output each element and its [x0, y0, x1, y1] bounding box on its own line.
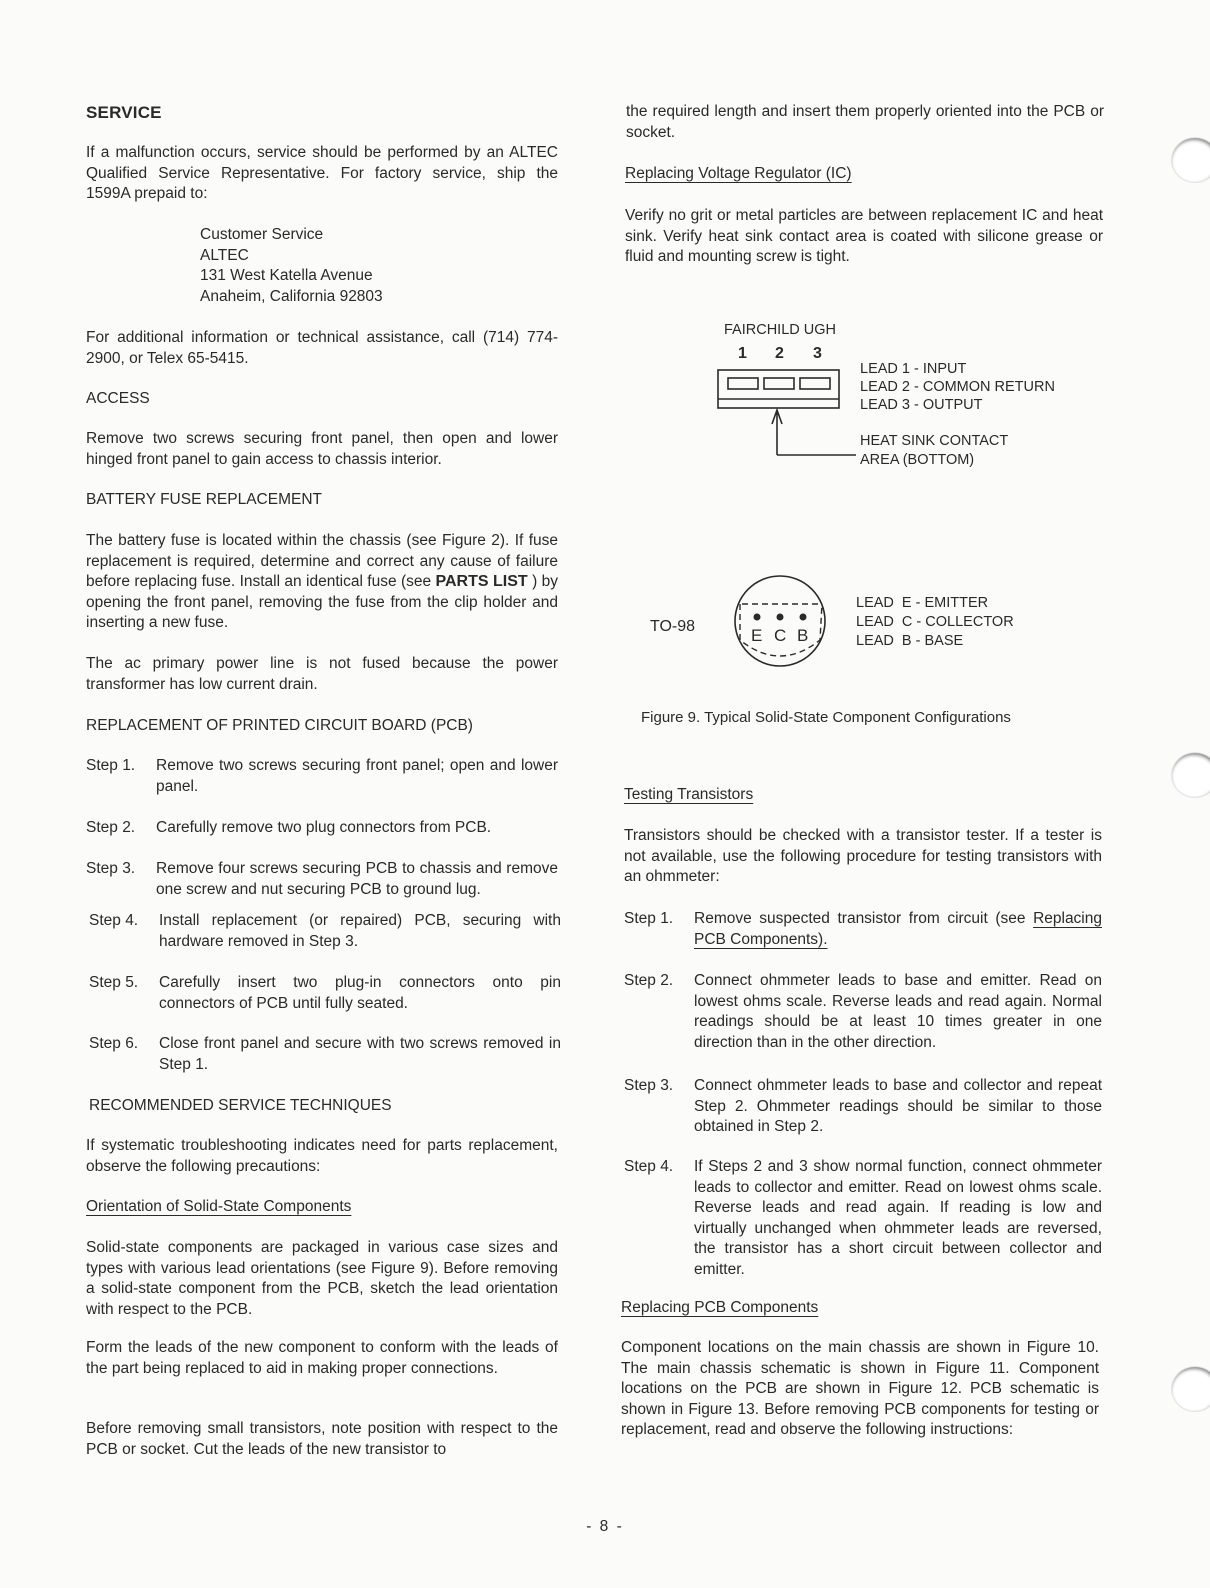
to98-pin-b: B [797, 626, 809, 645]
service-heading: SERVICE [86, 103, 162, 122]
orientation-heading [86, 1197, 558, 1218]
to98-pin-dot [800, 614, 807, 621]
step-label: Step 2. [86, 819, 136, 836]
address-line: Anaheim, California 92803 [200, 287, 383, 305]
continued-paragraph: the required length and insert them properly oriented into the PCB or socket. [626, 103, 1104, 141]
replacing-pcb-components-heading-text: Replacing PCB Components [621, 1299, 819, 1316]
heat-sink-arrow [772, 410, 782, 455]
address-line: 131 West Katella Avenue [200, 267, 373, 284]
step-1-text: Remove suspected transistor from circuit (see [694, 910, 1026, 927]
replacing-pcb-components-reference: Replacing PCB Components). [694, 910, 1102, 948]
heat-sink-label: HEAT SINK CONTACT [860, 433, 1009, 449]
step-text: Carefully remove two plug connectors from PCB. [156, 819, 492, 836]
heat-sink-label: AREA (BOTTOM) [860, 452, 975, 468]
ic-pin-1 [728, 378, 758, 389]
to98-lead-e: LEAD E - EMITTER [856, 595, 989, 611]
voltage-regulator-heading-text: Replacing Voltage Regulator (IC) [625, 165, 852, 182]
step-text: Remove four screws securing PCB to chassis and remove one screw and nut securing PCB to ground lug. [156, 860, 558, 898]
access-heading: ACCESS [86, 390, 150, 407]
ic-lead-3: LEAD 3 - OUTPUT [860, 397, 983, 413]
to98-lead-b: LEAD B - BASE [856, 633, 964, 649]
to98-package-outline [735, 576, 825, 666]
service-techniques-heading: RECOMMENDED SERVICE TECHNIQUES [89, 1097, 392, 1114]
to98-pin-e: E [751, 626, 763, 645]
figure-9-caption: Figure 9. Typical Solid-State Component Configurations [641, 709, 1011, 726]
pcb-replacement-heading: REPLACEMENT OF PRINTED CIRCUIT BOARD (PCB) [86, 717, 473, 734]
testing-transistors-heading-text: Testing Transistors [624, 786, 754, 803]
ic-pin-3 [800, 378, 830, 389]
page-number: - 8 - [586, 1518, 624, 1535]
ic-pin-number: 2 [775, 345, 784, 362]
binder-hole [1172, 138, 1210, 182]
testing-transistors-heading [624, 785, 1102, 806]
step-label: Step 1. [624, 910, 674, 927]
step-label: Step 5. [89, 974, 139, 991]
step-label: Step 3. [624, 1077, 674, 1094]
step-text: Connect ohmmeter leads to base and collector and repeat Step 2. Ohmmeter readings should be similar to those obtained in Step 2. [694, 1077, 1102, 1135]
service-paragraph: If a malfunction occurs, service should be performed by an ALTEC Qualified Service Representative. For factory service, ship the 1599A prepaid to: [86, 144, 558, 202]
to98-pin-dot [754, 614, 761, 621]
to98-pin-c: C [774, 626, 787, 645]
step-label: Step 3. [86, 860, 136, 877]
service-address [200, 225, 383, 307]
step-label: Step 4. [624, 1158, 674, 1175]
ic-lead-1: LEAD 1 - INPUT [860, 361, 967, 377]
step-label: Step 2. [624, 972, 674, 989]
step-label: Step 6. [89, 1035, 139, 1052]
voltage-regulator-paragraph: Verify no grit or metal particles are between replacement IC and heat sink. Verify heat sink contact area is coated with silicone grease or fluid and mounting screw is tight. [625, 207, 1103, 265]
step-label: Step 1. [86, 757, 136, 774]
step-text: Install replacement (or repaired) PCB, securing with hardware removed in Step 3. [159, 912, 561, 950]
step-text: Connect ohmmeter leads to base and emitter. Read on lowest ohms scale. Reverse leads and read again. Normal readings should be at least 10 times greater in one direction than in the other direction. [694, 972, 1102, 1051]
step-text: If Steps 2 and 3 show normal function, connect ohmmeter leads to collector and emitter. Read on lowest ohms scale. Reverse leads and read again. If reading is low and virtually unchanged when ohmmeter leads are reversed, the transistor has a short circuit between collector and emitter. [694, 1158, 1102, 1278]
ic-pin-number: 1 [738, 345, 747, 362]
ic-lead-2: LEAD 2 - COMMON RETURN [860, 379, 1055, 395]
battery-fuse-text-a: The battery fuse is located within the chassis (see Figure 2). If fuse replacement is required, determine and correct any cause of failure before replacing fuse. Install an identical fuse (see [86, 532, 558, 590]
to98-pin-dot [777, 614, 784, 621]
orientation-heading-text: Orientation of Solid-State Components [86, 1198, 352, 1215]
voltage-regulator-heading [625, 164, 1103, 185]
step-label: Step 4. [89, 912, 139, 929]
replacing-pcb-components-heading [621, 1298, 1099, 1319]
parts-list-reference: PARTS LIST [435, 573, 528, 590]
step-text: Remove two screws securing front panel; open and lower panel. [156, 757, 558, 795]
battery-fuse-heading: BATTERY FUSE REPLACEMENT [86, 491, 322, 508]
step-text [694, 909, 1102, 950]
to98-label: TO-98 [650, 618, 696, 635]
ic-pin-2 [764, 378, 794, 389]
additional-info-paragraph: For additional information or technical assistance, call (714) 774-2900, or Telex 65-5415. [86, 329, 558, 367]
step-text: Close front panel and secure with two screws removed in Step 1. [159, 1035, 561, 1073]
step-text: Carefully insert two plug-in connectors onto pin connectors of PCB until fully seated. [159, 974, 561, 1012]
address-line: ALTEC [200, 246, 249, 264]
figure-9 [624, 300, 1102, 740]
small-transistors-paragraph: Before removing small transistors, note position with respect to the PCB or socket. Cut the leads of the new transistor to [86, 1420, 558, 1458]
ic-title: FAIRCHILD UGH [724, 322, 836, 338]
binder-hole [1172, 1367, 1210, 1411]
ac-power-paragraph: The ac primary power line is not fused because the power transformer has low current drain. [86, 655, 558, 693]
ic-pin-number: 3 [813, 345, 822, 362]
replacing-pcb-components-paragraph: Component locations on the main chassis are shown in Figure 10. The main chassis schematic is shown in Figure 11. Component locations on the PCB are shown in Figure 12. PCB schematic is shown in Figure 13. Before removing PCB components for testing or replacement, read and observe the following instructions: [621, 1339, 1099, 1438]
battery-fuse-paragraph [86, 531, 558, 634]
to98-lead-c: LEAD C - COLLECTOR [856, 614, 1014, 630]
address-line: Customer Service [200, 226, 324, 243]
binder-hole [1172, 753, 1210, 797]
access-paragraph: Remove two screws securing front panel, then open and lower hinged front panel to gain access to chassis interior. [86, 430, 558, 468]
battery-fuse-text-b: ) by opening the front panel, removing the fuse from the clip holder and inserting a new fuse. [86, 573, 558, 631]
form-leads-paragraph: Form the leads of the new component to conform with the leads of the part being replaced to aid in making proper connections. [86, 1339, 558, 1377]
service-techniques-paragraph: If systematic troubleshooting indicates need for parts replacement, observe the following precautions: [86, 1137, 558, 1175]
orientation-paragraph: Solid-state components are packaged in various case sizes and types with various lead orientations (see Figure 9). Before removing a solid-state component from the PCB, sketch the lead orientation with respect to the PCB. [86, 1239, 558, 1318]
testing-transistors-paragraph: Transistors should be checked with a transistor tester. If a tester is not available, use the following procedure for testing transistors with an ohmmeter: [624, 827, 1102, 885]
